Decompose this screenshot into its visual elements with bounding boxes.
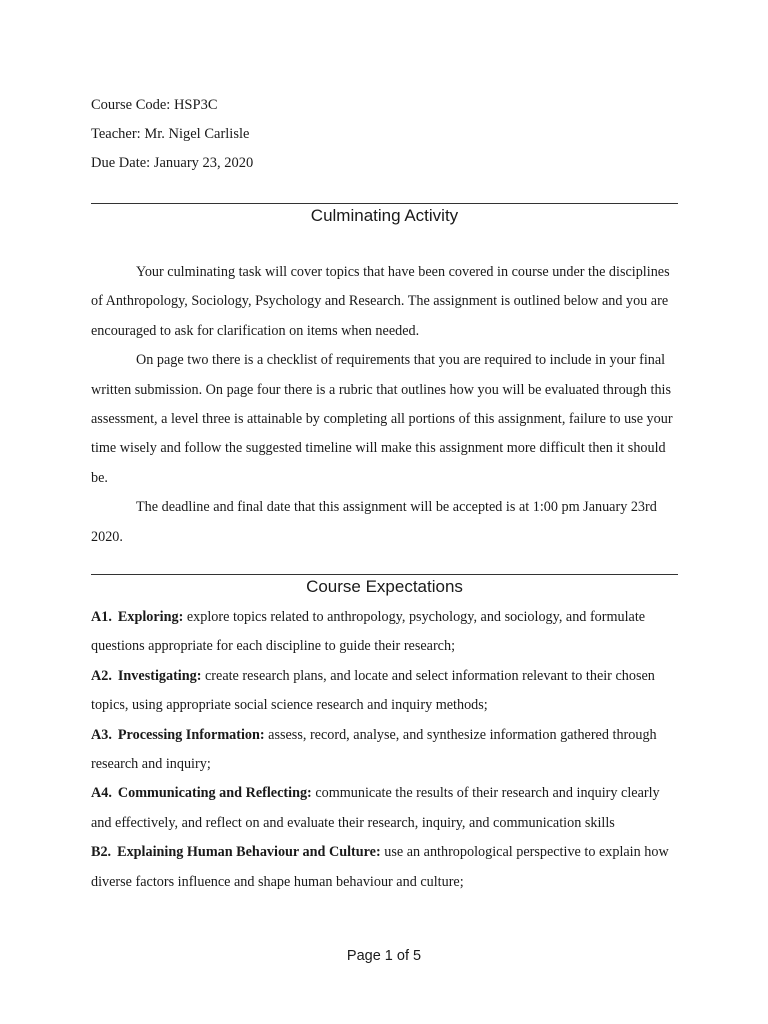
intro-paragraph: On page two there is a checklist of requirements that you are required to include in your final written submission. On page four there is a rubric that outlines how you will be evaluated through this assessment, a level three is attainable by completing all portions of this assignment, failure to use your time wisely and follow the suggested timeline will make this assignment more difficult then it should be. (91, 352, 673, 486)
section-divider (91, 574, 678, 575)
section-divider (91, 203, 678, 204)
expectation-code: A4. (91, 785, 112, 802)
expectation-term: Communicating and Reflecting: (117, 785, 312, 802)
expectation-item (91, 779, 681, 838)
course-expectations-heading: Course Expectations (306, 577, 463, 596)
expectations-list (91, 603, 681, 897)
expectation-item (91, 721, 681, 780)
expectation-term: Exploring: (117, 609, 184, 625)
intro-paragraph: The deadline and final date that this assignment will be accepted is at 1:00 pm January 23rd 2020. (91, 499, 657, 545)
expectation-code: A3. (91, 726, 112, 743)
intro-paragraph: Your culminating task will cover topics that have been covered in course under the disciplines of Anthropology, Sociology, Psychology and Research. The assignment is outlined below and you are encouraged to ask for clarification on items when needed. (91, 264, 670, 339)
due-date: Due Date: January 23, 2020 (91, 155, 254, 171)
page-number: Page 1 of 5 (346, 948, 422, 964)
expectation-text: communicate the results of their research and inquiry clearly and effectively, and reflect on and evaluate their research, inquiry, and communication skills (91, 785, 660, 831)
expectation-text: assess, record, analyse, and synthesize information gathered through research and inquiry; (91, 726, 657, 773)
culminating-activity-heading: Culminating Activity (310, 206, 459, 225)
expectation-term: Explaining Human Behaviour and Culture: (117, 844, 381, 861)
expectation-text: explore topics related to anthropology, psychology, and sociology, and formulate questions appropriate for each discipline to guide their research; (91, 609, 646, 655)
expectation-term: Investigating: (117, 667, 202, 684)
expectation-code: A1. (91, 609, 112, 625)
expectation-term: Processing Information: (117, 726, 265, 743)
expectation-item (91, 603, 681, 662)
course-info (91, 91, 253, 178)
intro-section (91, 258, 681, 552)
expectation-code: A2. (91, 667, 112, 684)
course-code: Course Code: HSP3C (91, 97, 218, 113)
expectation-code: B2. (91, 844, 112, 861)
expectation-item (91, 662, 681, 721)
expectation-text: use an anthropological perspective to explain how diverse factors influence and shape human behaviour and culture; (91, 844, 669, 890)
teacher-name: Teacher: Mr. Nigel Carlisle (91, 126, 250, 142)
expectation-item (91, 838, 681, 897)
expectation-text: create research plans, and locate and select information relevant to their chosen topics, using appropriate social science research and inquiry methods; (91, 667, 655, 714)
